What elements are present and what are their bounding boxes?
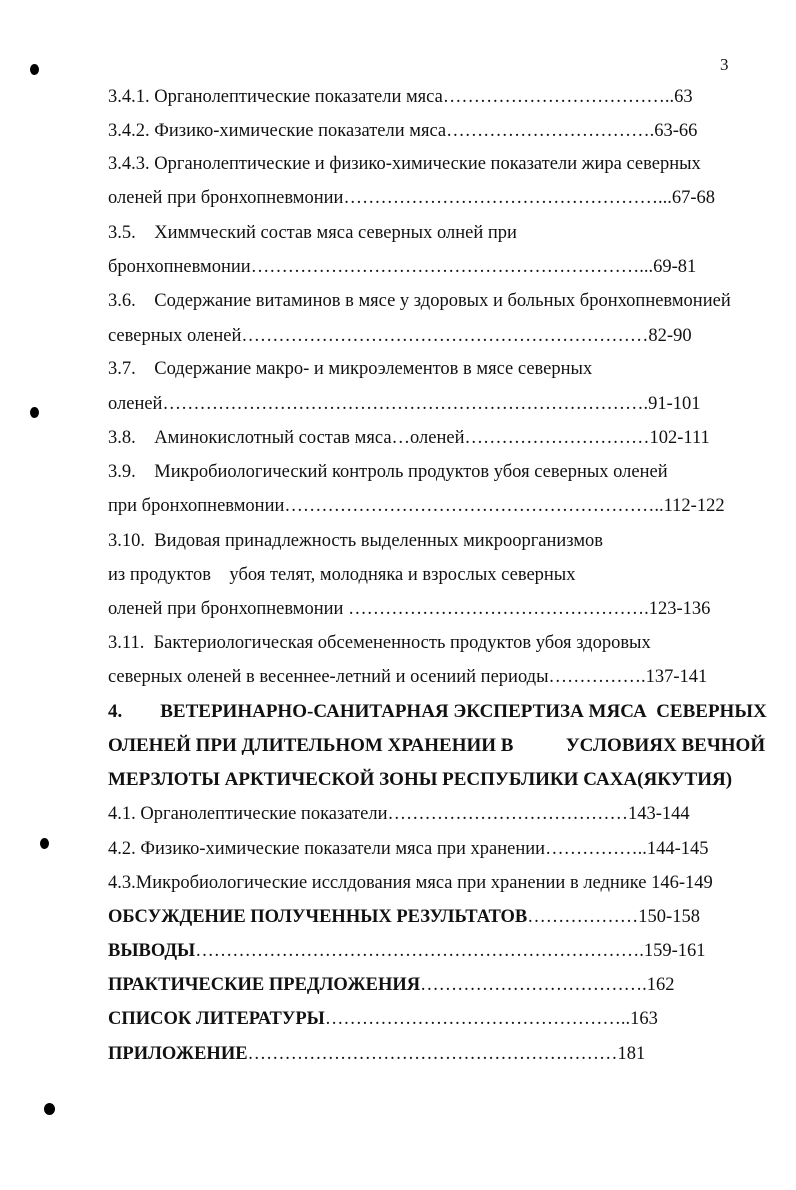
toc-line-text: оленей…………………………………………………………………….91-101 [108,394,701,414]
toc-line-text: 3.7. Содержание макро- и микроэлементов в мясе северных [108,359,593,379]
toc-line [108,666,707,688]
toc-line [108,769,732,791]
toc-line [108,358,592,380]
toc-line [108,838,709,860]
toc-line [108,803,690,825]
toc-line [108,872,713,894]
punch-hole-mark [30,64,39,75]
toc-line-text: бронхопневмонии………………………………………………………...69-81 [108,257,697,277]
toc-line-text: 3.4.1. Органолептические показатели мяса………………………………..63 [108,87,693,107]
toc-line [108,393,701,415]
toc-line-text: ПРИЛОЖЕНИЕ [108,1044,248,1064]
toc-line [108,701,767,723]
toc-line [108,290,731,312]
toc-line [108,495,725,517]
toc-line-text: 4. ВЕТЕРИНАРНО-САНИТАРНАЯ ЭКСПЕРТИЗА МЯСА СЕВЕРНЫХ [108,701,767,722]
toc-line [108,906,700,928]
toc-line-text: северных оленей в весеннее-летний и осениий периоды…………….137-141 [108,667,708,687]
toc-line-page-ref: ……………………………………………………181 [247,1044,646,1064]
toc-line-text: 3.4.2. Физико-химические показатели мяса…………………………….63-66 [108,121,698,141]
toc-line-text: СПИСОК ЛИТЕРАТУРЫ [108,1009,325,1029]
toc-line-page-ref: ……………………………………………………………….159-161 [195,941,706,961]
toc-line [108,1043,645,1065]
toc-line [108,325,692,347]
toc-line [108,530,603,552]
toc-line-text: 4.2. Физико-химические показатели мяса при хранении……………..144-145 [108,839,709,859]
toc-line-text: 3.9. Микробиологический контроль продуктов убоя северных оленей [108,462,668,482]
toc-line [108,564,576,586]
punch-hole-mark [44,1103,55,1115]
toc-line-text: 3.6. Содержание витаминов в мясе у здоровых и больных бронхопневмонией [108,291,731,311]
toc-line-text: ВЫВОДЫ [108,941,196,961]
toc-line-text: 3.10. Видовая принадлежность выделенных микроорганизмов [108,531,604,551]
punch-hole-mark [40,838,49,849]
toc-line-text: ОЛЕНЕЙ ПРИ ДЛИТЕЛЬНОМ ХРАНЕНИИ В УСЛОВИЯХ ВЕЧНОЙ [108,735,766,756]
toc-line [108,222,517,244]
toc-line-text: МЕРЗЛОТЫ АРКТИЧЕСКОЙ ЗОНЫ РЕСПУБЛИКИ САХА(ЯКУТИЯ) [108,769,733,790]
toc-line-text: 3.11. Бактериологическая обсемененность продуктов убоя здоровых [108,633,651,653]
toc-line [108,1008,658,1030]
toc-line [108,940,706,962]
toc-line-text: при бронхопневмонии……………………………………………………..112-122 [108,496,725,516]
toc-line-text: ПРАКТИЧЕСКИЕ ПРЕДЛОЖЕНИЯ [108,975,421,995]
toc-line-text: оленей при бронхопневмонии……………………………………………...67-68 [108,188,715,208]
toc-line-text: 4.1. Органолептические показатели…………………………………143-144 [108,804,690,824]
toc-line [108,86,693,108]
toc-line-text: из продуктов убоя телят, молодняка и взрослых северных [108,565,576,585]
toc-line [108,187,715,209]
toc-line [108,120,697,142]
toc-line-text: оленей при бронхопневмонии ………………………………………….123-136 [108,599,711,619]
toc-line [108,598,710,620]
punch-hole-mark [30,407,39,418]
toc-line [108,974,675,996]
toc-line-text: 3.8. Аминокислотный состав мяса…оленей…………………………102-111 [108,428,710,448]
toc-line-page-ref: ………………150-158 [527,907,700,927]
toc-line-text: 3.5. Химмческий состав мяса северных олней при [108,223,517,243]
toc-line-text: 4.3.Микробиологические исслдования мяса при хранении в леднике 146-149 [108,873,713,893]
toc-line [108,427,710,449]
toc-line [108,461,668,483]
toc-line [108,632,651,654]
toc-line [108,153,701,175]
toc-line-text: северных оленей…………………………………………………………82-90 [108,326,692,346]
toc-line [108,256,696,278]
toc-line-text: ОБСУЖДЕНИЕ ПОЛУЧЕННЫХ РЕЗУЛЬТАТОВ [108,907,528,927]
toc-line-page-ref: …………………………………………..163 [324,1009,658,1029]
toc-line [108,735,765,757]
toc-line-text: 3.4.3. Органолептические и физико-химические показатели жира северных [108,154,701,174]
toc-line-page-ref: ……………………………….162 [420,975,675,995]
page-number: 3 [720,55,729,74]
